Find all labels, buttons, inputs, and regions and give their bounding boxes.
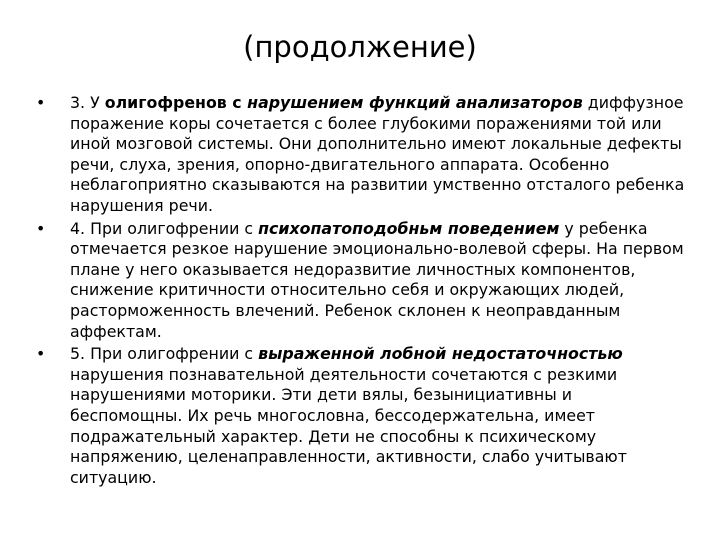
bullet-list: [36, 93, 686, 490]
bullet-item-3: [36, 93, 686, 217]
item-prefix: 4. При олигофрении с: [70, 218, 259, 238]
item-strong: олигофренов с: [104, 93, 248, 112]
bullet-icon: •: [36, 218, 46, 238]
item-emphasis: психопатоподобньм поведением: [258, 218, 560, 238]
slide-title: (продолжение): [243, 30, 477, 64]
bullet-item-5: [36, 344, 686, 488]
item-emphasis: выраженной лобной недостаточностью: [258, 344, 623, 364]
item-text: у ребенка отмечается резкое нарушение эмоционально-волевой сферы. На первом плане у него оказывается недоразвитие личностных компонентов, снижение критичности относительно себя и окружающих людей, расторможенность влечений. Ребенок склонен к неоправданным аффектам.: [70, 218, 684, 341]
item-prefix: 3. У: [70, 93, 105, 112]
bullet-item-4: [36, 219, 686, 343]
item-emphasis: нарушением функций анализаторов: [247, 93, 583, 112]
item-text: нарушения познавательной деятельности сочетаются с резкими нарушениями моторики. Эти дети вялы, безынициативны и беспомощны. Их речь многословна, бессодержательна, имеет подражательный характер. Дети не способны к психическому напряжению, целенаправленности, активности, слабо учитывают ситуацию.: [70, 364, 627, 487]
item-prefix: 5. При олигофрении с: [70, 344, 259, 364]
item-text: диффузное поражение коры сочетается с более глубокими поражениями той или иной мозговой системы. Они дополнительно имеют локальные дефекты речи, слуха, зрения, опорно-двигательного аппарата. Особенно неблагоприятно сказываются на развитии умственно отсталого ребенка нарушения речи.: [70, 93, 685, 215]
bullet-icon: •: [36, 344, 46, 364]
bullet-icon: •: [36, 93, 46, 112]
